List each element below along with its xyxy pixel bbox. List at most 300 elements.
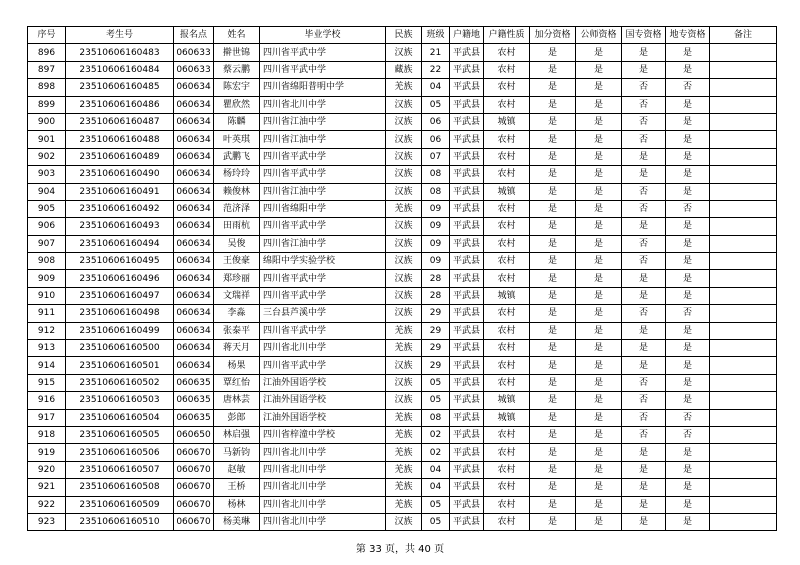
table-cell — [710, 96, 777, 113]
table-cell: 农村 — [484, 479, 530, 496]
table-row — [28, 96, 777, 113]
table-cell — [710, 166, 777, 183]
table-cell: 是 — [666, 96, 710, 113]
table-cell: 四川省平武中学 — [260, 148, 386, 165]
table-cell: 23510606160483 — [66, 44, 174, 61]
table-cell: 921 — [28, 479, 66, 496]
table-cell: 杨美琳 — [214, 513, 260, 530]
table-cell: 羌族 — [386, 79, 422, 96]
table-cell: 902 — [28, 148, 66, 165]
table-cell: 羌族 — [386, 340, 422, 357]
table-cell — [710, 479, 777, 496]
table-cell: 917 — [28, 409, 66, 426]
table-cell: 23510606160501 — [66, 357, 174, 374]
table-cell — [710, 44, 777, 61]
table-cell: 江油外国语学校 — [260, 374, 386, 391]
table-row — [28, 305, 777, 322]
table-cell: 060634 — [174, 200, 214, 217]
table-row — [28, 218, 777, 235]
table-cell: 四川省平武中学 — [260, 166, 386, 183]
table-cell: 是 — [530, 496, 576, 513]
table-cell: 汉族 — [386, 253, 422, 270]
table-cell — [710, 183, 777, 200]
table-cell: 平武县 — [450, 357, 484, 374]
table-cell: 是 — [576, 426, 622, 443]
table-cell: 否 — [666, 305, 710, 322]
table-cell: 23510606160487 — [66, 113, 174, 130]
table-cell: 是 — [530, 357, 576, 374]
table-cell: 05 — [422, 374, 450, 391]
table-cell: 平武县 — [450, 374, 484, 391]
table-cell: 是 — [530, 287, 576, 304]
table-cell: 是 — [576, 513, 622, 530]
table-cell: 农村 — [484, 374, 530, 391]
table-cell: 平武县 — [450, 340, 484, 357]
table-cell: 是 — [576, 496, 622, 513]
table-cell: 杨玲玲 — [214, 166, 260, 183]
table-cell: 是 — [530, 113, 576, 130]
table-cell: 平武县 — [450, 426, 484, 443]
table-cell: 平武县 — [450, 461, 484, 478]
table-row — [28, 496, 777, 513]
table-cell: 05 — [422, 513, 450, 530]
table-cell: 060634 — [174, 79, 214, 96]
table-cell: 林启强 — [214, 426, 260, 443]
table-cell: 09 — [422, 235, 450, 252]
table-cell: 060634 — [174, 340, 214, 357]
table-cell: 平武县 — [450, 44, 484, 61]
table-cell: 29 — [422, 340, 450, 357]
table-cell: 否 — [622, 113, 666, 130]
table-cell: 23510606160491 — [66, 183, 174, 200]
table-cell: 四川省平武中学 — [260, 322, 386, 339]
table-cell: 09 — [422, 200, 450, 217]
table-cell — [710, 496, 777, 513]
column-header: 报名点 — [174, 27, 214, 44]
table-cell: 28 — [422, 287, 450, 304]
table-cell: 060634 — [174, 183, 214, 200]
table-row — [28, 340, 777, 357]
table-cell: 23510606160504 — [66, 409, 174, 426]
table-cell: 915 — [28, 374, 66, 391]
table-cell: 农村 — [484, 218, 530, 235]
table-cell: 是 — [622, 357, 666, 374]
table-cell: 是 — [530, 131, 576, 148]
column-header: 姓名 — [214, 27, 260, 44]
table-cell: 23510606160510 — [66, 513, 174, 530]
table-cell — [710, 409, 777, 426]
table-cell: 29 — [422, 322, 450, 339]
table-cell: 23510606160509 — [66, 496, 174, 513]
table-cell: 是 — [530, 44, 576, 61]
table-cell: 汉族 — [386, 357, 422, 374]
table-cell: 02 — [422, 426, 450, 443]
table-row — [28, 357, 777, 374]
table-cell: 田雨杭 — [214, 218, 260, 235]
table-cell: 四川省北川中学 — [260, 96, 386, 113]
table-cell: 060635 — [174, 392, 214, 409]
table-cell: 否 — [622, 426, 666, 443]
table-cell: 060634 — [174, 322, 214, 339]
table-cell: 060634 — [174, 148, 214, 165]
table-cell: 23510606160486 — [66, 96, 174, 113]
table-cell: 平武县 — [450, 235, 484, 252]
table-cell: 920 — [28, 461, 66, 478]
table-cell: 060634 — [174, 113, 214, 130]
table-cell: 是 — [622, 322, 666, 339]
table-cell: 农村 — [484, 426, 530, 443]
table-cell: 四川省平武中学 — [260, 287, 386, 304]
table-cell: 23510606160506 — [66, 444, 174, 461]
table-cell: 913 — [28, 340, 66, 357]
table-cell: 李淼 — [214, 305, 260, 322]
table-cell: 四川省平武中学 — [260, 357, 386, 374]
table-cell: 陈麟 — [214, 113, 260, 130]
table-cell: 918 — [28, 426, 66, 443]
table-cell: 是 — [666, 392, 710, 409]
table-row — [28, 322, 777, 339]
table-cell: 四川省北川中学 — [260, 444, 386, 461]
column-header: 序号 — [28, 27, 66, 44]
table-cell: 是 — [576, 61, 622, 78]
table-cell: 是 — [530, 200, 576, 217]
table-cell: 武鹏飞 — [214, 148, 260, 165]
table-cell: 060634 — [174, 166, 214, 183]
table-row — [28, 392, 777, 409]
table-cell: 896 — [28, 44, 66, 61]
table-cell: 城镇 — [484, 287, 530, 304]
table-cell: 060634 — [174, 96, 214, 113]
table-cell: 叶英琪 — [214, 131, 260, 148]
table-cell: 23510606160508 — [66, 479, 174, 496]
table-cell: 911 — [28, 305, 66, 322]
table-cell: 江油外国语学校 — [260, 409, 386, 426]
table-cell: 汉族 — [386, 96, 422, 113]
table-cell: 是 — [666, 374, 710, 391]
column-header: 国专资格 — [622, 27, 666, 44]
table-cell: 平武县 — [450, 409, 484, 426]
table-cell: 是 — [576, 235, 622, 252]
column-header: 公师资格 — [576, 27, 622, 44]
table-cell: 是 — [622, 148, 666, 165]
table-cell: 是 — [530, 218, 576, 235]
table-cell: 平武县 — [450, 218, 484, 235]
table-cell: 是 — [530, 444, 576, 461]
table-cell: 范济泽 — [214, 200, 260, 217]
table-cell: 否 — [666, 409, 710, 426]
table-cell: 是 — [530, 61, 576, 78]
table-cell: 060635 — [174, 409, 214, 426]
column-header: 地专资格 — [666, 27, 710, 44]
table-row — [28, 79, 777, 96]
table-cell: 汉族 — [386, 131, 422, 148]
table-cell: 901 — [28, 131, 66, 148]
table-cell: 是 — [530, 409, 576, 426]
table-cell: 唐林芸 — [214, 392, 260, 409]
table-cell: 23510606160500 — [66, 340, 174, 357]
table-cell: 羌族 — [386, 426, 422, 443]
column-header: 毕业学校 — [260, 27, 386, 44]
table-cell: 农村 — [484, 270, 530, 287]
table-cell: 城镇 — [484, 409, 530, 426]
table-cell: 平武县 — [450, 183, 484, 200]
table-cell: 是 — [530, 235, 576, 252]
table-cell: 羌族 — [386, 444, 422, 461]
table-cell: 23510606160499 — [66, 322, 174, 339]
table-cell: 赖俊林 — [214, 183, 260, 200]
table-cell: 是 — [530, 392, 576, 409]
table-cell: 农村 — [484, 44, 530, 61]
table-cell: 23510606160492 — [66, 200, 174, 217]
table-cell: 平武县 — [450, 96, 484, 113]
table-row — [28, 479, 777, 496]
table-cell — [710, 392, 777, 409]
table-cell: 23510606160496 — [66, 270, 174, 287]
table-cell: 羌族 — [386, 479, 422, 496]
table-cell: 060650 — [174, 426, 214, 443]
table-cell: 05 — [422, 392, 450, 409]
table-cell: 四川省江油中学 — [260, 131, 386, 148]
table-cell: 平武县 — [450, 113, 484, 130]
table-cell: 904 — [28, 183, 66, 200]
table-cell: 06 — [422, 131, 450, 148]
table-row — [28, 270, 777, 287]
table-cell: 农村 — [484, 357, 530, 374]
table-cell: 是 — [530, 270, 576, 287]
table-cell: 是 — [666, 61, 710, 78]
table-cell: 04 — [422, 79, 450, 96]
table-cell: 否 — [666, 200, 710, 217]
table-cell: 四川省梓潼中学校 — [260, 426, 386, 443]
table-cell: 060670 — [174, 513, 214, 530]
table-cell: 04 — [422, 461, 450, 478]
table-cell: 是 — [666, 44, 710, 61]
table-cell: 是 — [622, 61, 666, 78]
table-cell: 陈宏宇 — [214, 79, 260, 96]
table-cell: 平武县 — [450, 61, 484, 78]
table-cell — [710, 61, 777, 78]
table-cell: 汉族 — [386, 44, 422, 61]
table-cell: 汉族 — [386, 166, 422, 183]
roster-body — [28, 44, 777, 531]
table-cell: 是 — [622, 44, 666, 61]
table-cell: 平武县 — [450, 444, 484, 461]
table-cell: 平武县 — [450, 131, 484, 148]
table-cell: 城镇 — [484, 113, 530, 130]
table-cell: 23510606160489 — [66, 148, 174, 165]
table-cell: 否 — [622, 305, 666, 322]
table-cell: 否 — [622, 96, 666, 113]
table-cell: 平武县 — [450, 322, 484, 339]
student-roster-table — [27, 26, 777, 531]
table-cell: 是 — [576, 148, 622, 165]
table-cell: 是 — [666, 496, 710, 513]
table-cell: 城镇 — [484, 183, 530, 200]
table-cell — [710, 253, 777, 270]
table-cell — [710, 374, 777, 391]
table-cell: 农村 — [484, 166, 530, 183]
table-cell: 汉族 — [386, 287, 422, 304]
table-cell: 是 — [530, 374, 576, 391]
table-row — [28, 444, 777, 461]
table-cell: 是 — [576, 44, 622, 61]
table-cell: 是 — [530, 79, 576, 96]
table-cell: 898 — [28, 79, 66, 96]
table-cell: 杨林 — [214, 496, 260, 513]
table-cell: 是 — [666, 479, 710, 496]
table-cell: 是 — [576, 357, 622, 374]
table-cell: 否 — [666, 426, 710, 443]
table-cell — [710, 79, 777, 96]
column-header: 户籍性质 — [484, 27, 530, 44]
table-cell: 农村 — [484, 235, 530, 252]
table-cell: 农村 — [484, 444, 530, 461]
table-cell: 绵阳中学实验学校 — [260, 253, 386, 270]
table-row — [28, 235, 777, 252]
table-cell: 是 — [576, 166, 622, 183]
table-cell: 09 — [422, 253, 450, 270]
table-cell: 是 — [530, 461, 576, 478]
table-cell: 羌族 — [386, 496, 422, 513]
table-cell: 02 — [422, 444, 450, 461]
table-cell: 四川省江油中学 — [260, 183, 386, 200]
table-cell — [710, 235, 777, 252]
table-row — [28, 253, 777, 270]
table-cell: 23510606160498 — [66, 305, 174, 322]
table-cell: 四川省北川中学 — [260, 461, 386, 478]
table-cell: 瞿欣然 — [214, 96, 260, 113]
table-cell — [710, 426, 777, 443]
table-cell: 是 — [576, 200, 622, 217]
table-cell: 是 — [622, 166, 666, 183]
table-cell: 是 — [666, 270, 710, 287]
table-cell: 汉族 — [386, 513, 422, 530]
table-cell: 是 — [622, 461, 666, 478]
table-cell — [710, 113, 777, 130]
table-row — [28, 61, 777, 78]
table-cell: 060634 — [174, 235, 214, 252]
table-cell: 04 — [422, 479, 450, 496]
table-cell: 是 — [530, 479, 576, 496]
table-cell: 05 — [422, 96, 450, 113]
table-cell: 是 — [666, 218, 710, 235]
table-cell: 平武县 — [450, 305, 484, 322]
table-cell: 汉族 — [386, 148, 422, 165]
table-cell: 912 — [28, 322, 66, 339]
table-cell: 平武县 — [450, 253, 484, 270]
table-cell: 29 — [422, 305, 450, 322]
table-cell: 农村 — [484, 461, 530, 478]
table-cell: 905 — [28, 200, 66, 217]
table-cell: 四川省平武中学 — [260, 270, 386, 287]
header-row — [28, 27, 777, 44]
table-cell: 是 — [622, 513, 666, 530]
table-cell: 是 — [576, 461, 622, 478]
table-row — [28, 131, 777, 148]
table-cell — [710, 131, 777, 148]
table-cell: 是 — [622, 444, 666, 461]
table-cell — [710, 357, 777, 374]
table-row — [28, 426, 777, 443]
table-cell: 是 — [666, 340, 710, 357]
table-cell: 汉族 — [386, 270, 422, 287]
column-header: 户籍地 — [450, 27, 484, 44]
table-cell: 是 — [530, 340, 576, 357]
table-cell: 29 — [422, 357, 450, 374]
table-cell: 否 — [622, 235, 666, 252]
table-cell: 28 — [422, 270, 450, 287]
table-cell: 汉族 — [386, 183, 422, 200]
table-cell: 08 — [422, 183, 450, 200]
table-cell: 否 — [666, 79, 710, 96]
table-cell: 23510606160507 — [66, 461, 174, 478]
table-cell: 是 — [576, 270, 622, 287]
table-cell: 23510606160497 — [66, 287, 174, 304]
table-row — [28, 461, 777, 478]
table-row — [28, 409, 777, 426]
table-cell: 四川省绵阳中学 — [260, 200, 386, 217]
table-cell: 农村 — [484, 61, 530, 78]
table-cell: 是 — [530, 513, 576, 530]
table-cell: 是 — [576, 322, 622, 339]
table-cell: 张泰平 — [214, 322, 260, 339]
table-cell: 平武县 — [450, 79, 484, 96]
table-cell: 23510606160502 — [66, 374, 174, 391]
table-cell: 平武县 — [450, 200, 484, 217]
table-cell: 农村 — [484, 253, 530, 270]
table-cell: 903 — [28, 166, 66, 183]
table-cell: 是 — [530, 96, 576, 113]
table-cell: 农村 — [484, 340, 530, 357]
table-cell — [710, 287, 777, 304]
table-cell: 是 — [666, 113, 710, 130]
table-cell — [710, 270, 777, 287]
table-cell: 擀世锦 — [214, 44, 260, 61]
table-cell: 23510606160484 — [66, 61, 174, 78]
table-cell: 907 — [28, 235, 66, 252]
table-cell: 是 — [530, 166, 576, 183]
table-cell: 否 — [622, 79, 666, 96]
table-cell: 08 — [422, 166, 450, 183]
table-cell: 060634 — [174, 357, 214, 374]
table-cell: 平武县 — [450, 479, 484, 496]
table-cell: 羌族 — [386, 461, 422, 478]
table-cell: 四川省绵阳普明中学 — [260, 79, 386, 96]
table-cell: 23510606160493 — [66, 218, 174, 235]
table-cell: 平武县 — [450, 148, 484, 165]
table-cell: 四川省江油中学 — [260, 113, 386, 130]
table-row — [28, 183, 777, 200]
table-cell — [710, 461, 777, 478]
table-cell: 农村 — [484, 131, 530, 148]
table-cell: 是 — [576, 131, 622, 148]
table-cell: 否 — [622, 253, 666, 270]
table-cell: 四川省北川中学 — [260, 513, 386, 530]
table-cell: 王俊豪 — [214, 253, 260, 270]
table-row — [28, 166, 777, 183]
table-cell: 060670 — [174, 496, 214, 513]
page-footer: 第 33 页，共 40 页 — [355, 544, 445, 555]
table-cell: 是 — [666, 357, 710, 374]
table-cell: 平武县 — [450, 513, 484, 530]
table-cell: 是 — [530, 183, 576, 200]
table-cell: 060634 — [174, 270, 214, 287]
table-cell: 是 — [622, 287, 666, 304]
table-cell: 897 — [28, 61, 66, 78]
table-cell: 919 — [28, 444, 66, 461]
table-cell: 覃红怡 — [214, 374, 260, 391]
table-cell: 23510606160490 — [66, 166, 174, 183]
